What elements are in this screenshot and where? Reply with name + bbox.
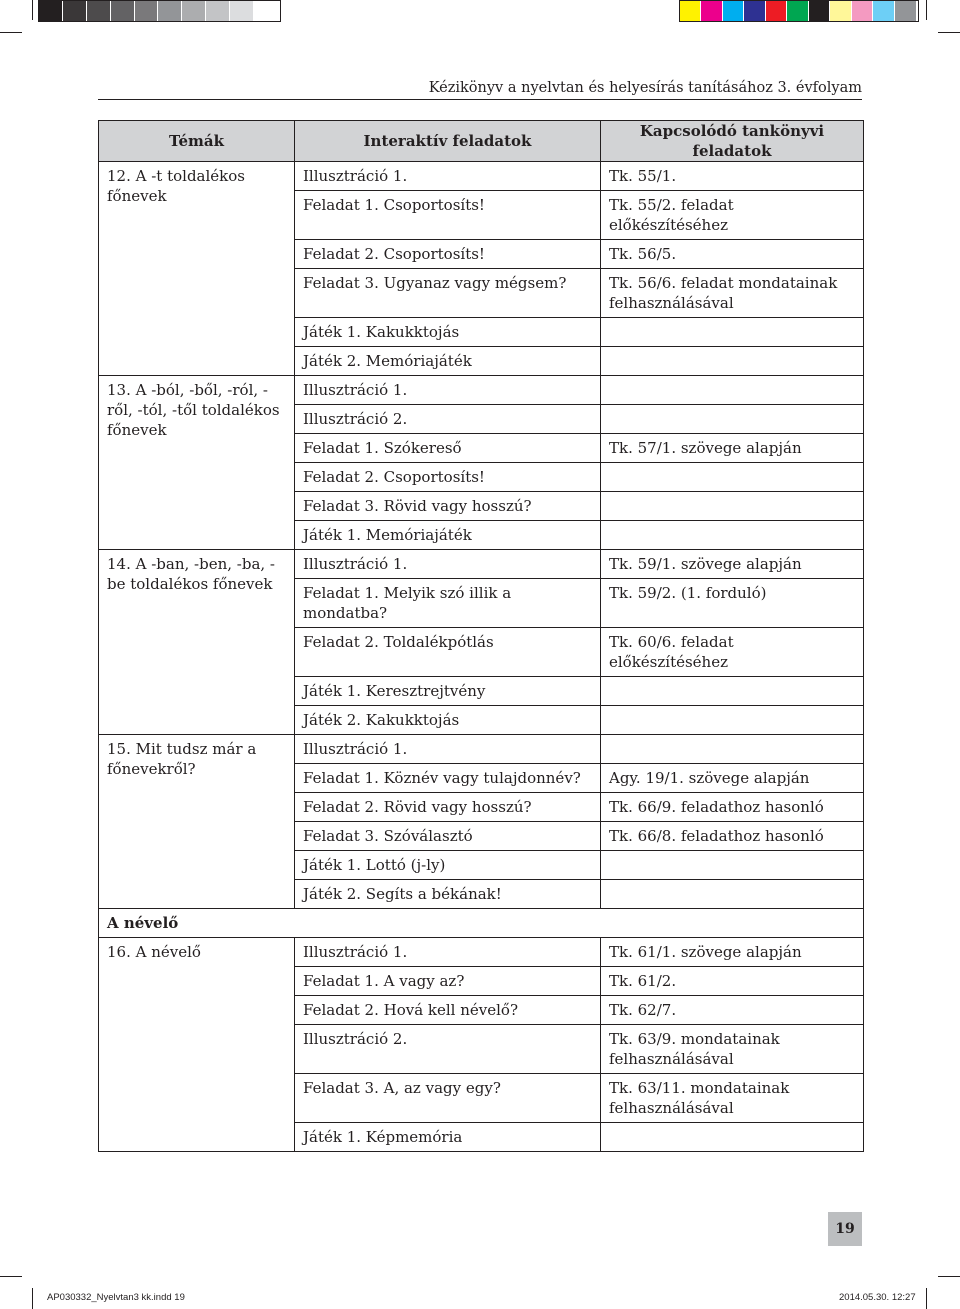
color-swatch [787,1,808,21]
topic-cell: 13. A -ból, -ből, -ról, -ről, -tól, -től toldalékos főnevek [99,376,295,550]
textbook-reference-cell [601,405,864,434]
topic-cell: 12. A -t toldalékos főnevek [99,162,295,376]
topic-cell: 16. A névelő [99,938,295,1152]
table-body [99,162,864,1152]
interactive-task-cell: Feladat 2. Rövid vagy hosszú? [295,793,601,822]
color-swatch [766,1,787,21]
textbook-reference-cell: Tk. 55/1. [601,162,864,191]
interactive-task-cell: Illusztráció 1. [295,162,601,191]
topic-cell: 15. Mit tudsz már a főnevekről? [99,735,295,909]
topics-table [98,120,864,1152]
textbook-reference-cell: Tk. 56/6. feladat mondatainak felhasználásával [601,269,864,318]
interactive-task-cell: Feladat 2. Csoportosíts! [295,463,601,492]
interactive-task-cell: Feladat 3. A, az vagy egy? [295,1074,601,1123]
interactive-task-cell: Feladat 1. Szókereső [295,434,601,463]
crop-mark [32,1288,33,1309]
interactive-task-cell: Feladat 1. Melyik szó illik a mondatba? [295,579,601,628]
textbook-reference-cell: Tk. 59/2. (1. forduló) [601,579,864,628]
table-header-row [99,121,864,162]
textbook-reference-cell [601,880,864,909]
color-swatch [895,1,916,21]
color-swatch [701,1,722,21]
textbook-reference-cell: Tk. 61/1. szövege alapján [601,938,864,967]
textbook-reference-cell: Tk. 55/2. feladat előkészítéséhez [601,191,864,240]
table-row [99,162,864,191]
crop-mark [0,32,22,33]
color-swatch [87,1,111,21]
section-row [99,909,864,938]
topic-cell: 14. A -ban, -ben, -ba, -be toldalékos főnevek [99,550,295,735]
interactive-task-cell: Feladat 1. A vagy az? [295,967,601,996]
interactive-task-cell: Feladat 3. Ugyanaz vagy mégsem? [295,269,601,318]
color-swatch [873,1,894,21]
interactive-task-cell: Játék 1. Képmemória [295,1123,601,1152]
textbook-reference-cell: Tk. 63/9. mondatainak felhasználásával [601,1025,864,1074]
interactive-task-cell: Illusztráció 1. [295,376,601,405]
textbook-reference-cell [601,463,864,492]
table-row [99,735,864,764]
color-swatch [230,1,254,21]
interactive-task-cell: Feladat 1. Csoportosíts! [295,191,601,240]
page-number: 19 [828,1212,862,1246]
textbook-reference-cell [601,1123,864,1152]
interactive-task-cell: Játék 1. Keresztrejtvény [295,677,601,706]
slug-file: AP030332_Nyelvtan3 kk.indd 19 [47,1292,185,1303]
interactive-task-cell: Feladat 2. Hová kell névelő? [295,996,601,1025]
interactive-task-cell: Illusztráció 2. [295,405,601,434]
column-header-interactive-tasks: Interaktív feladatok [295,121,601,162]
color-registration-bar [679,0,919,22]
textbook-reference-cell [601,492,864,521]
color-swatch [852,1,873,21]
interactive-task-cell: Játék 2. Memóriajáték [295,347,601,376]
interactive-task-cell: Feladat 2. Toldalékpótlás [295,628,601,677]
table-row [99,938,864,967]
color-swatch [723,1,744,21]
color-swatch [63,1,87,21]
table-row [99,550,864,579]
color-swatch [158,1,182,21]
color-swatch [809,1,830,21]
running-head: Kézikönyv a nyelvtan és helyesírás tanításához 3. évfolyam [98,78,862,100]
color-swatch [830,1,851,21]
crop-mark [32,0,33,20]
textbook-reference-cell [601,706,864,735]
textbook-reference-cell [601,347,864,376]
color-swatch [680,1,701,21]
textbook-reference-cell: Tk. 59/1. szövege alapján [601,550,864,579]
crop-mark [926,1288,927,1309]
color-swatch [39,1,63,21]
slug-date: 2014.05.30. 12:27 [839,1292,916,1303]
color-swatch [254,1,278,21]
color-swatch [182,1,206,21]
textbook-reference-cell: Tk. 62/7. [601,996,864,1025]
column-header-textbook-tasks: Kapcsolódó tankönyvi feladatok [601,121,864,162]
crop-mark [938,32,960,33]
interactive-task-cell: Játék 1. Kakukktojás [295,318,601,347]
interactive-task-cell: Játék 2. Kakukktojás [295,706,601,735]
interactive-task-cell: Illusztráció 2. [295,1025,601,1074]
interactive-task-cell: Illusztráció 1. [295,550,601,579]
interactive-task-cell: Játék 1. Memóriajáték [295,521,601,550]
interactive-task-cell: Feladat 3. Rövid vagy hosszú? [295,492,601,521]
interactive-task-cell: Illusztráció 1. [295,735,601,764]
crop-mark [926,0,927,20]
textbook-reference-cell: Tk. 56/5. [601,240,864,269]
textbook-reference-cell [601,851,864,880]
textbook-reference-cell: Tk. 60/6. feladat előkészítéséhez [601,628,864,677]
crop-mark [938,1276,960,1277]
interactive-task-cell: Játék 1. Lottó (j-ly) [295,851,601,880]
textbook-reference-cell: Tk. 66/9. feladathoz hasonló [601,793,864,822]
textbook-reference-cell: Tk. 57/1. szövege alapján [601,434,864,463]
textbook-reference-cell [601,677,864,706]
textbook-reference-cell [601,521,864,550]
interactive-task-cell: Feladat 2. Csoportosíts! [295,240,601,269]
textbook-reference-cell [601,376,864,405]
textbook-reference-cell [601,318,864,347]
gray-registration-bar [38,0,281,22]
table-row [99,376,864,405]
textbook-reference-cell [601,735,864,764]
interactive-task-cell: Játék 2. Segíts a békának! [295,880,601,909]
interactive-task-cell: Feladat 3. Szóválasztó [295,822,601,851]
color-swatch [744,1,765,21]
color-swatch [135,1,159,21]
textbook-reference-cell: Agy. 19/1. szövege alapján [601,764,864,793]
color-swatch [206,1,230,21]
section-heading: A névelő [99,909,864,938]
interactive-task-cell: Illusztráció 1. [295,938,601,967]
color-swatch [111,1,135,21]
column-header-topics: Témák [99,121,295,162]
interactive-task-cell: Feladat 1. Köznév vagy tulajdonnév? [295,764,601,793]
textbook-reference-cell: Tk. 63/11. mondatainak felhasználásával [601,1074,864,1123]
textbook-reference-cell: Tk. 61/2. [601,967,864,996]
textbook-reference-cell: Tk. 66/8. feladathoz hasonló [601,822,864,851]
crop-mark [0,1276,22,1277]
